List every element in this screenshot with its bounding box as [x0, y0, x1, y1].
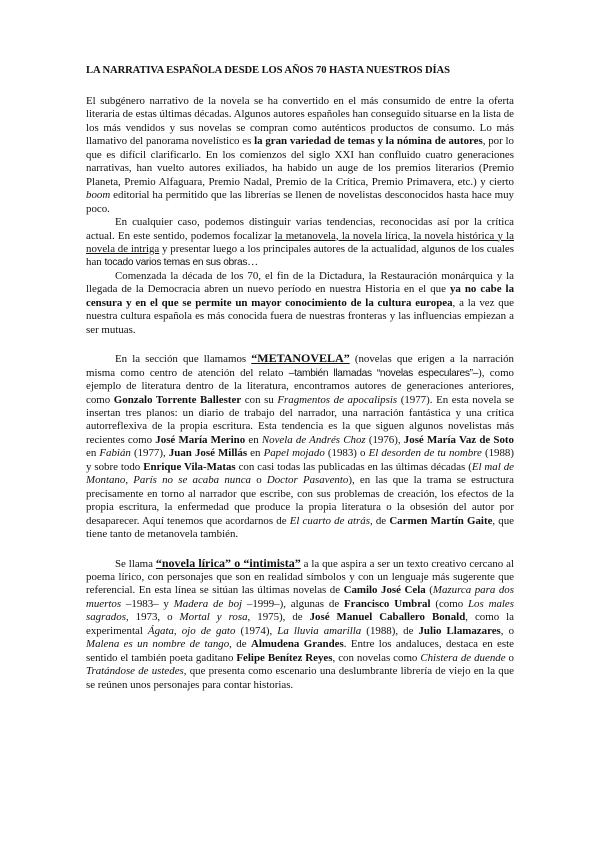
paragraph-tendencies	[86, 216, 514, 270]
text-span: –1983– y	[121, 597, 174, 610]
paragraph-lirica	[86, 557, 514, 693]
sans-span: –también llamadas “novelas especulares”–	[288, 367, 479, 379]
book-title: Fragmentos de apocalipsis	[277, 393, 398, 406]
text-span: , de	[369, 514, 390, 527]
bold-span: ya no cabe la censura y en el que se permite un mayor conocimiento de la cultura europea	[86, 283, 515, 309]
paragraph-seventies	[86, 270, 514, 337]
author-name: Francisco Umbral	[344, 597, 431, 610]
book-title: El desorden de tu nombre	[368, 447, 482, 460]
text-span: , 1973, o	[125, 611, 180, 624]
author-name: Juan José Millás	[168, 447, 248, 460]
text-span: , con novelas como	[332, 651, 421, 664]
underlined-span: la metanovela, la novela lírica, la novela histórica y la novela de intriga	[86, 229, 514, 255]
text-span: con su	[241, 393, 278, 406]
book-title: Los males sagrados	[86, 597, 514, 624]
text-span: , como la experimental	[86, 611, 514, 637]
text-span: , 1975), de	[247, 611, 310, 624]
author-name: José María Vaz de Soto	[403, 433, 514, 446]
text-span: , de	[229, 638, 251, 651]
author-name: Enrique Vila-Matas	[143, 460, 236, 473]
text-span: El subgénero narrativo de la novela se ha convertido en el más consumido de entre la oferta literaria de estas últimas décadas. Algunos autores españoles han conseguido situarse en la lista de los más vendidos y sus novelas se compran como auténticos productos de consumo. Lo más llamativo del panorama novelístico es	[86, 95, 514, 148]
text-span: Se llama	[115, 557, 156, 570]
text-span: (novelas que erigen a la narración misma como centro de atención del relato	[86, 353, 515, 379]
book-title: Fabián	[99, 447, 131, 460]
paragraph-metanovela	[86, 352, 514, 541]
text-span: , a la vez que nuestra cultura española es más conocida fuera de nuestras fronteras y las influencias empiezan a ser mutuas.	[86, 296, 514, 336]
text-span: y presentar luego a los principales autores de la actualidad, algunos de los cuales han	[86, 242, 514, 269]
book-title: La lluvia amarilla	[277, 624, 362, 637]
text-span: , que presenta como escenario una deslumbrante librería de viejo en la que se reúnen unos personajes para contar historias.	[86, 665, 514, 691]
author-name: Felipe Benítez Reyes	[236, 651, 333, 664]
text-span: (1974),	[235, 624, 278, 637]
book-title: El cuarto de atrás	[289, 514, 370, 527]
text-span: o	[250, 474, 267, 487]
text-span: . Entre los andaluces, destaca en este sentido el también poeta gaditano	[86, 638, 514, 664]
text-span: Comenzada la década de los 70, el fin de la Dictadura, la Restauración monárquica y la llegada de la Democracia abren un nuevo período en nuestra Historia en el que	[86, 269, 514, 296]
text-span: ), en las que la trama se estructura precisamente en torno al narrador que escribe, con sus problemas de creación, los efectos de la propia escritura, la enfermedad que produce la propia literatura o la obsesión del autor por desaparecer. Aquí tenemos que acordarnos de	[86, 474, 515, 527]
heading-lirica: “novela lírica” o “intimista”	[155, 555, 301, 570]
book-title: Novela de Andrés Choz	[261, 433, 366, 446]
text-span: –1999–), algunas de	[242, 597, 344, 610]
book-title: Chistera de duende	[420, 651, 506, 664]
text-span: con casi todas las publicadas en las últimas décadas (	[235, 460, 472, 473]
author-name: Camilo José Cela	[343, 584, 426, 597]
text-span: editorial ha permitido que las librerías se llenen de novelistas desconocidos hasta hace muy poco.	[86, 189, 514, 215]
text-span: En la sección que llamamos	[115, 353, 252, 366]
text-span: en	[247, 447, 264, 460]
text-span: …	[247, 256, 259, 269]
page-title: LA NARRATIVA ESPAÑOLA DESDE LOS AÑOS 70 HASTA NUESTROS DÍAS	[86, 65, 450, 76]
sans-span: tocado varios temas en sus obras	[104, 257, 248, 269]
book-title: Mazurca para dos muertos	[86, 584, 514, 610]
text-span: , que tiene tanto de metanovela también.	[86, 514, 515, 541]
book-title: Madera de boj	[173, 597, 243, 610]
text-span: (como	[430, 597, 468, 610]
author-name: Julio Llamazares	[418, 624, 501, 637]
text-span: (	[425, 584, 433, 597]
author-name: Carmen Martín Gaite	[389, 514, 493, 527]
text-span: o	[505, 651, 514, 664]
text-span: a la que aspira a ser un texto creativo cercano al poema lírico, con personajes que son en realidad símbolos y con un lenguaje más sugerente que referencial. En esta línea se sitúan las últimas novelas de	[86, 557, 514, 597]
text-span: (1983) o	[324, 447, 369, 460]
book-title: El mal de Montano	[86, 460, 514, 487]
paragraph-intro	[86, 95, 514, 216]
text-span: , por lo que es difícil clarificarlo. En los comienzos del siglo XXI han confluido cuatro generaciones narrativas, han vuelto autores exiliados, ha habido un auge de los premios literarios (Premio Planeta, Premio Alfaguara, Premio Nadal, Premio de la Crítica, Premio Primavera, etc.) y cierto	[86, 135, 514, 188]
text-span: , o	[500, 624, 515, 637]
book-title: París no se acaba nunca	[133, 474, 251, 487]
text-span: en	[245, 433, 262, 446]
book-title: Tratándose de ustedes	[86, 665, 184, 678]
text-span: ), como ejemplo de literatura dentro de la literatura, encontramos autores de generaciones anteriores, como	[86, 366, 514, 406]
book-title: Ágata, ojo de gato	[147, 624, 236, 637]
text-span: en	[86, 447, 100, 460]
book-title: Mortal y rosa	[179, 611, 248, 624]
bold-span: la gran variedad de temas y la nómina de autores	[254, 135, 483, 148]
text-span: (1977),	[130, 447, 169, 460]
text-span: (1988) y sobre todo	[86, 447, 514, 473]
author-name: Almudena Grandes	[250, 638, 344, 651]
italic-span: boom	[86, 189, 111, 202]
book-title: Doctor Pasavento	[266, 474, 349, 487]
text-span: (1977). En esta novela se insertan tres planos: un diario de trabajo del narrador, una narración fantástica y una crítica autorreflexiva de la propia escritura. Esta tendencia es la que siguen algunos novelistas más recientes como	[86, 393, 514, 446]
document-page	[86, 64, 514, 692]
text-span: (1988), de	[361, 624, 419, 637]
book-title: Malena es un nombre de tango	[86, 638, 230, 651]
author-name: José Manuel Caballero Bonald	[309, 611, 466, 624]
heading-metanovela: “METANOVELA”	[251, 351, 350, 366]
book-title: Papel mojado	[263, 447, 325, 460]
text-span: En cualquier caso, podemos distinguir varias tendencias, reconocidas así por la crítica actual. En este sentido, podemos focalizar	[86, 216, 514, 242]
text-span: (1976),	[365, 433, 404, 446]
text-span: ,	[125, 474, 134, 487]
author-name: Gonzalo Torrente Ballester	[113, 393, 242, 406]
author-name: José María Merino	[155, 433, 246, 446]
